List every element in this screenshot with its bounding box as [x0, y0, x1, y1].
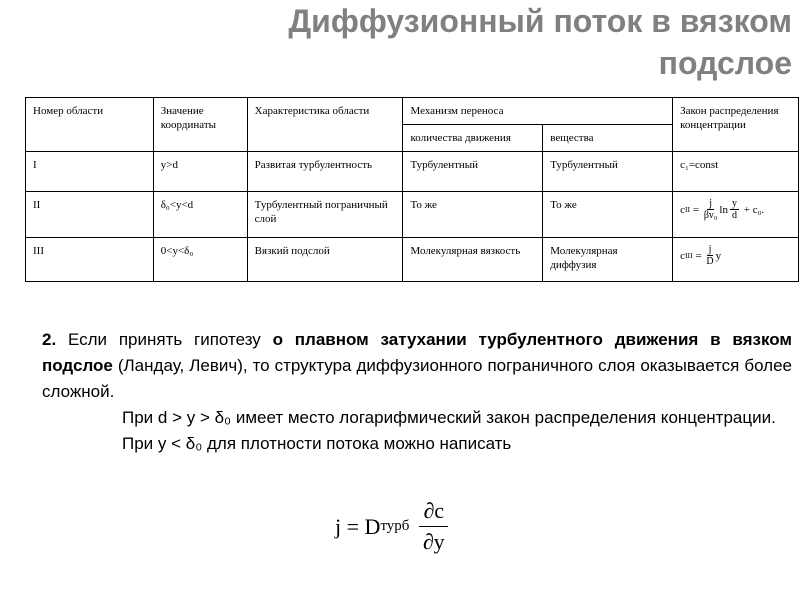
row-1-coord: y>d — [153, 152, 247, 192]
header-coordinate-value: Значение координаты — [153, 98, 247, 152]
paragraph-flux-density: При y < δ₀ для плотности потока можно написать — [122, 434, 512, 453]
row-1-substance: Турбулентный — [543, 152, 673, 192]
header-momentum: количества движения — [403, 125, 543, 152]
regions-table — [25, 97, 799, 282]
row-2-char: Турбулентный пограничный слой — [247, 192, 403, 238]
law-formula-ii: c II = $\frac{j}{\text{βv₀}}$ ln $\frac{y}{d}$ + c₀. — [680, 198, 765, 221]
paragraph-hypothesis: 2. Если принять гипотезу о плавном затухании турбулентного движения в вязком подслое (Ландау, Левич), то структура диффузионного пограничного слоя оказывается более сложной. — [42, 330, 792, 401]
row-2-momentum: То же — [403, 192, 543, 238]
row-2-law — [673, 192, 799, 238]
row-3-momentum: Молекулярная вязкость — [403, 238, 543, 282]
header-region-number: Номер области — [26, 98, 154, 152]
header-transfer-mechanism: Механизм переноса — [403, 98, 673, 125]
row-1-char: Развитая турбулентность — [247, 152, 403, 192]
row-2-coord: δ₀<y<d — [153, 192, 247, 238]
flux-formula: j = D турб $\frac{\partial c}{\partial y}$ — [335, 498, 448, 555]
row-2-substance: То же — [543, 192, 673, 238]
header-region-characteristic: Характеристика области — [247, 98, 403, 152]
row-2-num: II — [26, 192, 154, 238]
row-3-char: Вязкий подслой — [247, 238, 403, 282]
derivative-fraction: $\frac{\partial c}{\partial y}$ — [419, 498, 448, 555]
row-1-num: I — [26, 152, 154, 192]
row-1-law: c₁=const — [673, 152, 799, 192]
row-3-num: III — [26, 238, 154, 282]
row-1-momentum: Турбулентный — [403, 152, 543, 192]
paragraph-log-law: При d > y > δ₀ имеет место логарифмический закон распределения концентрации. — [122, 408, 776, 427]
row-3-law — [673, 238, 799, 282]
slide-title: Диффузионный поток в вязком подслое — [288, 3, 792, 81]
law-formula-iii: c III = $\frac{j}{D}$ y — [680, 244, 722, 267]
header-substance: вещества — [543, 125, 673, 152]
row-3-substance: Молекулярная диффузия — [543, 238, 673, 282]
row-3-coord: 0<y<δ₀ — [153, 238, 247, 282]
header-concentration-law: Закон распределения концентрации — [673, 98, 799, 152]
body-text — [42, 327, 792, 457]
